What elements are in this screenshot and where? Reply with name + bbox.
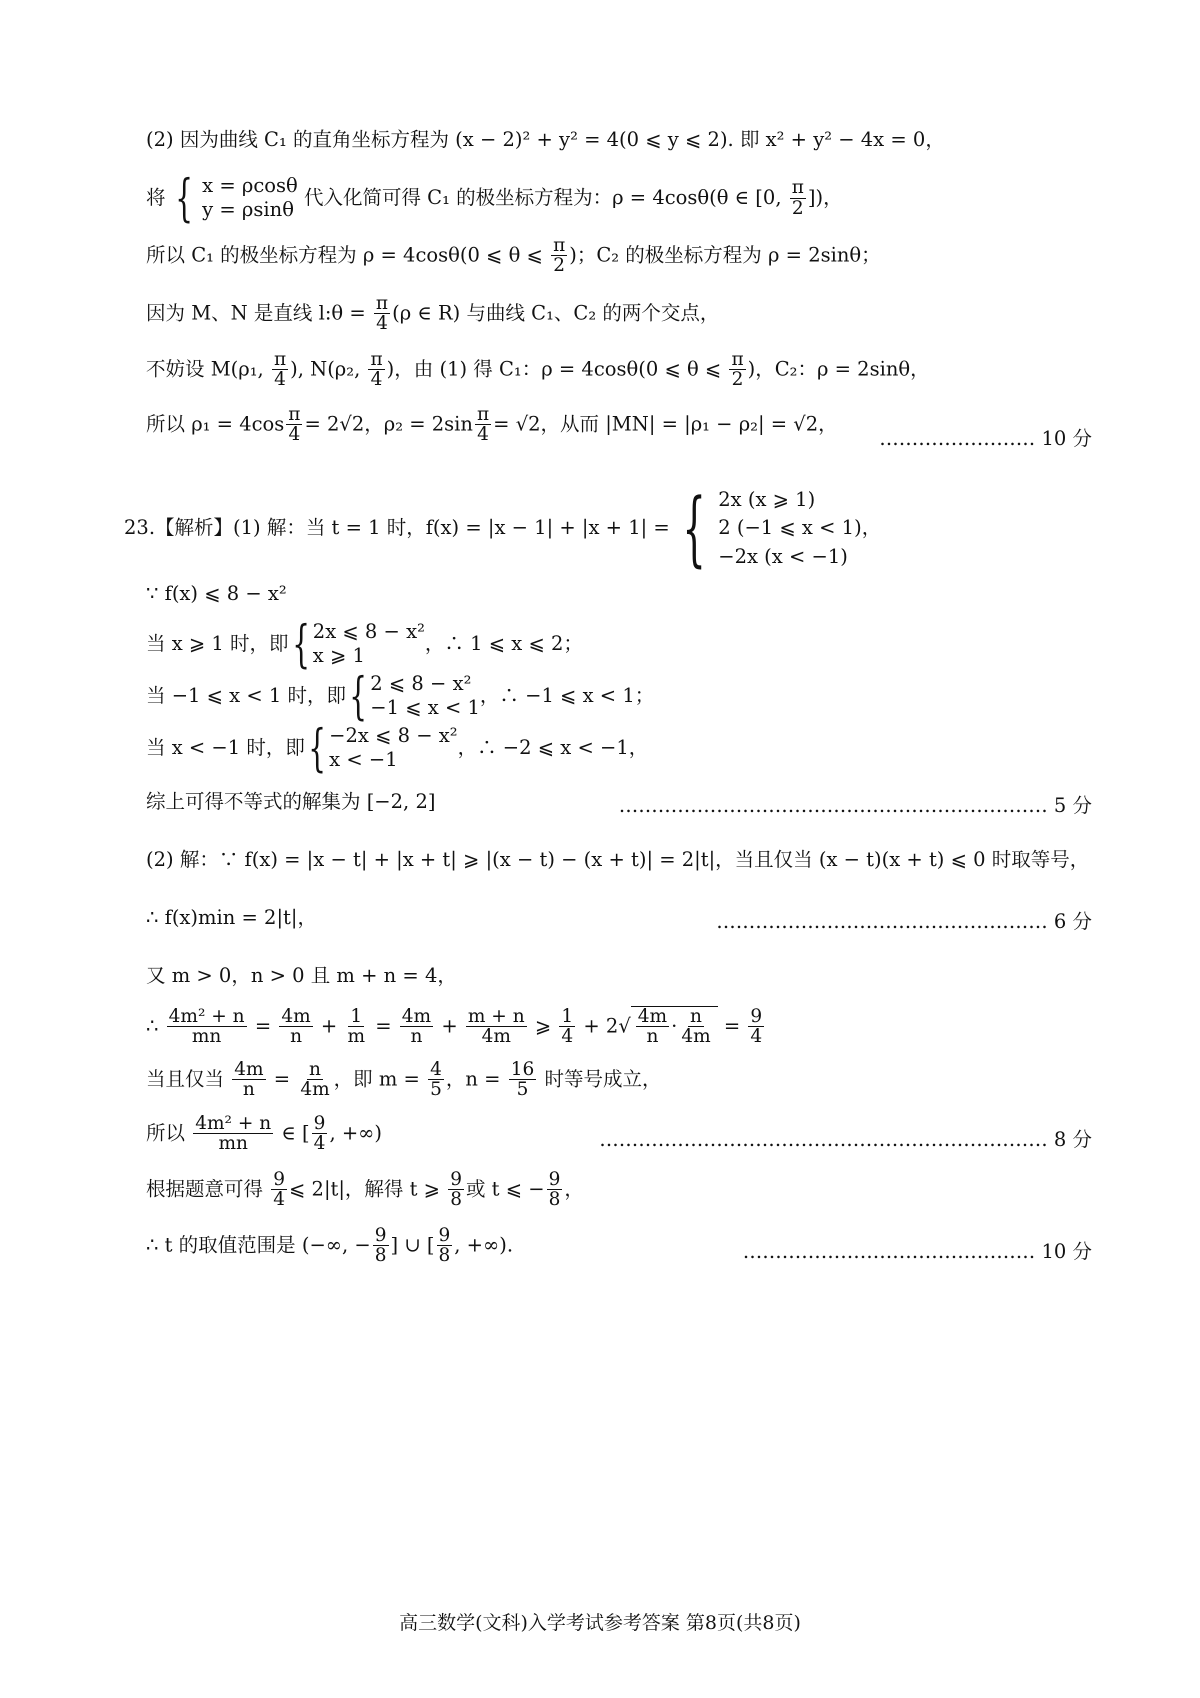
q23-part-2: (2) 解：∵ f(x) = |x − t| + |x + t| ⩾ |(x − t) − (x + t)| = 2|t|，当且仅当 (x − t)(x + t) ⩽ 0 时取等号，	[146, 848, 1090, 871]
q23-because: ∵ f(x) ⩽ 8 − x²	[146, 582, 287, 605]
q23-equality-condition: 当且仅当 $\frac{4m}{n}$ = $\frac{n}{4m}$ ，即 m = $\frac{4}{5}$ ，n = $\frac{16}{5}$ 时等号成立，	[146, 1059, 662, 1101]
q23-case-1: 当 x ⩾ 1 时，即{ 2x ⩽ 8 − x² x ⩾ 1 ，∴ 1 ⩽ x ⩽ 2；	[146, 614, 583, 674]
q23-case-2: 当 −1 ⩽ x < 1 时，即{ 2 ⩽ 8 − x² −1 ⩽ x < 1 ，∴ −1 ⩽ x < 1；	[146, 666, 655, 726]
score-8: …………………………………………………………… 8 分	[599, 1128, 1092, 1151]
q23-case-3: 当 x < −1 时，即{ −2x ⩽ 8 − x² x < −1 ，∴ −2 ⩽ x < −1，	[146, 718, 649, 778]
q23-range: ∴ t 的取值范围是 (−∞, − $\frac{9}{8}$ ] ∪ [ $\frac{9}{8}$ , +∞).	[146, 1225, 514, 1267]
q22-line-3: 所以 C₁ 的极坐标方程为 ρ = 4cosθ(0 ⩽ θ ⩽ $\frac{\pi}{2}$ )；C₂ 的极坐标方程为 ρ = 2sinθ；	[146, 235, 881, 277]
q23-by-condition: 根据题意可得 $\frac{9}{4}$ ⩽ 2|t|，解得 t ⩾ $\frac{9}{8}$ 或 t ⩽ − $\frac{9}{8}$ ，	[146, 1169, 584, 1211]
q23-so: 所以 $\frac{\text{4m² + n}}{mn}$ ∈ [ $\frac{9}{4}$ , +∞)	[146, 1113, 383, 1155]
q22-line-6: 所以 ρ₁ = 4cos $\frac{\pi}{4}$ = 2√2，ρ₂ = 2sin $\frac{\pi}{4}$ = √2，从而 |MN| = |ρ₁ − ρ₂| = √2，	[146, 404, 838, 446]
q23-inequality: ∴ $\frac{\text{4m² + n}}{mn}$ = $\frac{4m}{n}$ + $\frac{1}{m}$ = $\frac{4m}{n}$ + $\frac{m + n}{4m}$ ⩾ $\frac{1}{4}$ + 2√ $\frac{4m}{n}$ · $\frac{n}{4m}$ = $\frac{9}{4}$	[146, 1006, 763, 1048]
score-6: …………………………………………… 6 分	[716, 910, 1092, 933]
q23-conclusion: 综上可得不等式的解集为 [−2, 2]	[146, 790, 436, 813]
q22-line-5: 不妨设 M(ρ₁, $\frac{\pi}{4}$ ), N(ρ₂, $\frac{\pi}{4}$ )，由 (1) 得 C₁：ρ = 4cosθ(0 ⩽ θ ⩽ $\frac{\pi}{2}$ )，C₂：ρ = 2sinθ，	[146, 349, 930, 391]
score-5: ………………………………………………………… 5 分	[618, 794, 1092, 817]
page-footer: 高三数学(文科)入学考试参考答案 第8页(共8页)	[399, 1612, 801, 1634]
q23-heading: 23.【解析】(1) 解：当 t = 1 时，f(x) = |x − 1| + |x + 1| = { 2x (x ⩾ 1) 2 (−1 ⩽ x < 1) −2x (x < −1) ，	[124, 480, 882, 576]
q23-fmin: ∴ f(x)min = 2|t|，	[146, 906, 317, 929]
score-10-q22: …………………… 10 分	[879, 427, 1092, 450]
score-10-q23: ……………………………………… 10 分	[742, 1240, 1092, 1263]
q22-line-1: (2) 因为曲线 C₁ 的直角坐标方程为 (x − 2)² + y² = 4(0 ⩽ y ⩽ 2). 即 x² + y² − 4x = 0，	[146, 128, 945, 151]
q22-line-2: 将 { x = ρcosθ y = ρsinθ 代入化简可得 C₁ 的极坐标方程为：ρ = 4cosθ(θ ∈ [0, $\frac{\pi}{2}$ ])，	[146, 168, 843, 228]
q22-line-4: 因为 M、N 是直线 l:θ = $\frac{\pi}{4}$ (ρ ∈ R) 与曲线 C₁、C₂ 的两个交点，	[146, 293, 720, 335]
q23-mn: 又 m > 0，n > 0 且 m + n = 4，	[146, 964, 457, 987]
